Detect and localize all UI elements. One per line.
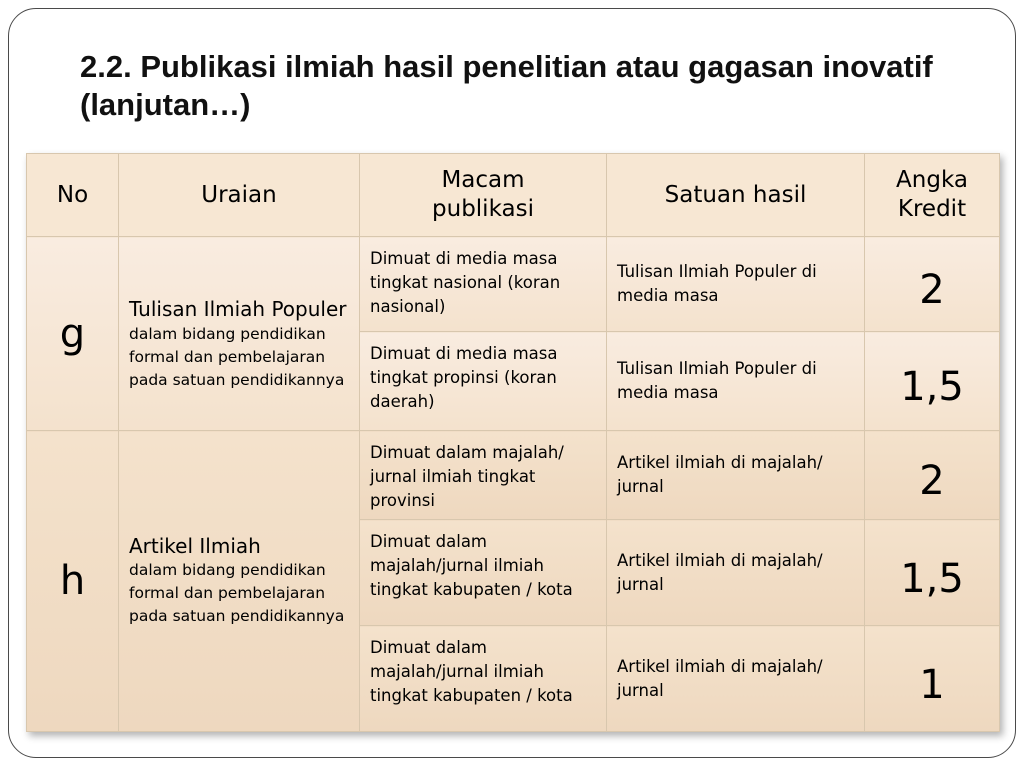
row-number-cell: h [27, 431, 119, 732]
macam-publikasi-cell: Dimuat di media masa tingkat propinsi (koran daerah) [360, 332, 607, 431]
uraian-lead: Tulisan Ilmiah Populer [129, 297, 347, 321]
table-row [27, 237, 1000, 332]
macam-publikasi-cell: Dimuat dalam majalah/ jurnal ilmiah tingkat provinsi [360, 431, 607, 520]
uraian-cell [119, 237, 360, 431]
angka-kredit-cell: 2 [865, 237, 1000, 332]
header-angka-kredit: Angka Kredit [865, 154, 1000, 237]
macam-publikasi-cell: Dimuat di media masa tingkat nasional (koran nasional) [360, 237, 607, 332]
table-header-row [27, 154, 1000, 237]
slide-title: 2.2. Publikasi ilmiah hasil penelitian atau gagasan inovatif (lanjutan…) [80, 49, 933, 122]
uraian-rest: dalam bidang pendidikan formal dan pembelajaran pada satuan pendidikannya [129, 561, 345, 625]
header-satuan-hasil: Satuan hasil [607, 154, 865, 237]
satuan-hasil-cell: Artikel ilmiah di majalah/ jurnal [607, 520, 865, 626]
credit-table [26, 153, 1000, 732]
macam-publikasi-cell: Dimuat dalam majalah/jurnal ilmiah tingkat kabupaten / kota [360, 520, 607, 626]
satuan-hasil-cell: Artikel ilmiah di majalah/ jurnal [607, 431, 865, 520]
satuan-hasil-cell: Artikel ilmiah di majalah/ jurnal [607, 626, 865, 732]
row-number-cell: g [27, 237, 119, 431]
table-row [27, 431, 1000, 520]
header-no: No [27, 154, 119, 237]
uraian-rest: dalam bidang pendidikan formal dan pembelajaran pada satuan pendidikannya [129, 325, 345, 389]
angka-kredit-cell: 1 [865, 626, 1000, 732]
satuan-hasil-cell: Tulisan Ilmiah Populer di media masa [607, 332, 865, 431]
angka-kredit-cell: 1,5 [865, 520, 1000, 626]
angka-kredit-cell: 1,5 [865, 332, 1000, 431]
uraian-cell [119, 431, 360, 732]
uraian-lead: Artikel Ilmiah [129, 534, 261, 558]
angka-kredit-cell: 2 [865, 431, 1000, 520]
satuan-hasil-cell: Tulisan Ilmiah Populer di media masa [607, 237, 865, 332]
macam-publikasi-cell: Dimuat dalam majalah/jurnal ilmiah tingkat kabupaten / kota [360, 626, 607, 732]
header-macam-publikasi: Macam publikasi [360, 154, 607, 237]
header-uraian: Uraian [119, 154, 360, 237]
